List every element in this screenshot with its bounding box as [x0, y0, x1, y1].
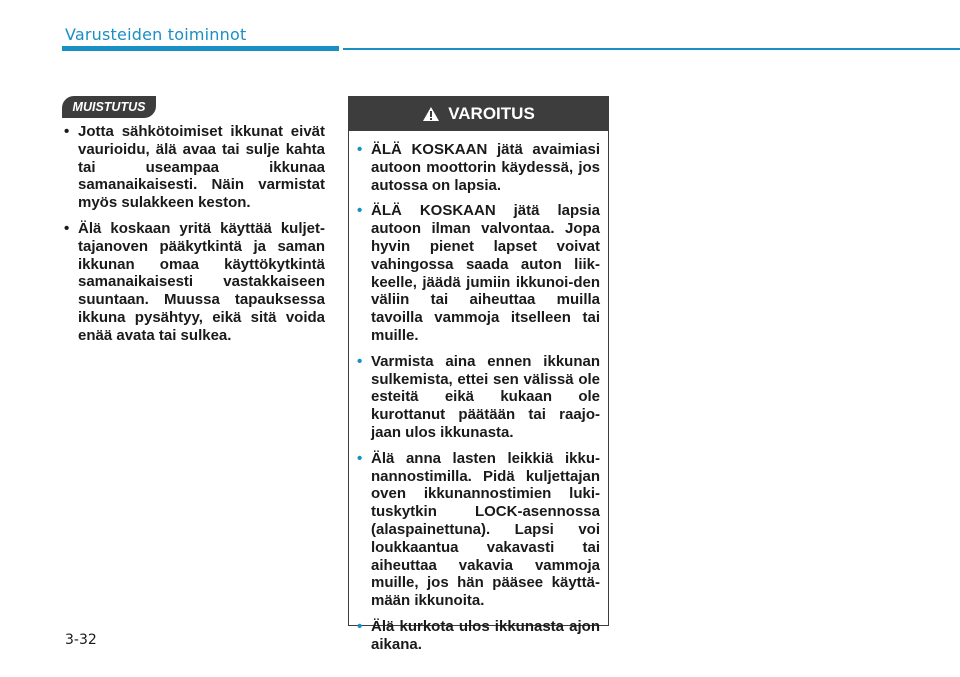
bullet: •	[357, 617, 363, 635]
section-title: Varusteiden toiminnot	[65, 25, 247, 44]
bullet: •	[64, 219, 70, 237]
header-rule-thick	[62, 46, 339, 51]
note-item-text: Älä koskaan yritä käyttää kuljet-tajanoven pääkytkintä ja saman ikkunan omaa käyttökytkintä samanaikaisesti vastakkaiseen suuntaan. Muussa tapauksessa ikkuna pysähtyy, eikä sitä voida enää avata tai sulkea.	[78, 219, 325, 344]
bullet: •	[357, 449, 363, 467]
warning-item-text: Varmista aina ennen ikkunan sulkemista, ettei sen välissä ole esteitä eikä kukaan ole kurottanut päätään tai raajo-jaan ulos ikkunasta.	[371, 352, 600, 441]
note-item	[62, 220, 325, 345]
bullet: •	[64, 123, 70, 140]
note-item-text: Jotta sähkötoimiset ikkunat eivät vaurioidu, älä avaa tai sulje kahta tai useampaa ikkunaa samanaikaisesti. Näin varmistat myös sulakkeen keston.	[78, 123, 325, 212]
warning-item	[357, 202, 600, 344]
note-item	[62, 123, 325, 212]
warning-header	[349, 97, 608, 131]
note-label: MUISTUTUS	[62, 96, 156, 118]
warning-box	[348, 96, 609, 653]
warning-item	[357, 450, 600, 610]
warning-item	[357, 353, 600, 442]
bullet: •	[357, 141, 363, 158]
warning-item-text: Älä anna lasten leikkiä ikku-nannostimilla. Pidä kuljettajan oven ikkunannostimien luki-tuskytkin LOCK-asennossa (alaspainettuna). Lapsi voi loukkaantua vakavasti tai aiheuttaa vakavia vammoja muille, jos hän pääsee käyttä-mään ikkunoita.	[371, 449, 600, 610]
warning-item	[357, 618, 600, 654]
warning-item	[357, 141, 600, 194]
warning-item-text: Älä kurkota ulos ikkunasta ajon aikana.	[371, 617, 600, 653]
bullet: •	[357, 352, 363, 370]
header-rule-thin	[343, 48, 960, 50]
note-list	[62, 123, 325, 353]
warning-list	[349, 131, 608, 654]
warning-item-text: ÄLÄ KOSKAAN jätä avaimiasi autoon moottorin käydessä, jos autossa on lapsia.	[371, 141, 600, 194]
warning-title: VAROITUS	[448, 104, 535, 123]
warning-item-text: ÄLÄ KOSKAAN jätä lapsia autoon ilman valvontaa. Jopa hyvin pienet lapset voivat vahingossa saada auton liik-keelle, jäädä jumiin ikkunoi-den väliin tai aiheuttaa muilla tavoilla vammoja itselleen tai muille.	[371, 202, 600, 344]
warning-triangle-icon	[422, 106, 440, 122]
page-number: 3-32	[65, 632, 97, 648]
bullet: •	[357, 202, 363, 220]
